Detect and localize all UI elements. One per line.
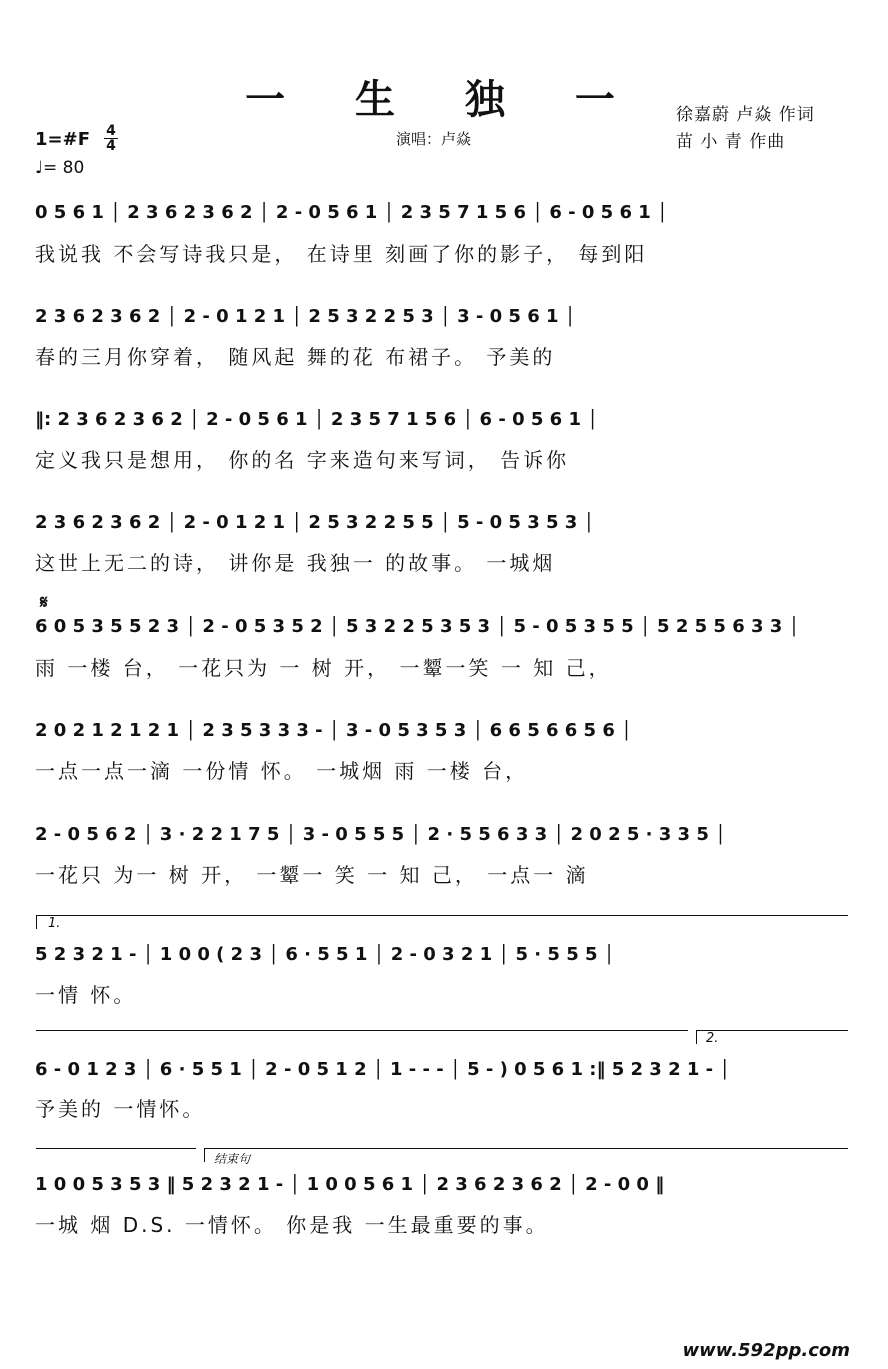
notation-row-7: 2 - 0 5 6 2 │ 3 · 2 2 1 7 5 │ 3 - 0 5 5 5 │ 2 · 5 5 6 3 3 │ 2 0 2 5 · 3 3 5 │	[35, 824, 726, 845]
notation-row-4: 2 3 6 2 3 6 2 │ 2 - 0 1 2 1 │ 2 5 3 2 2 5 5 │ 5 - 0 5 3 5 3 │	[35, 512, 595, 533]
time-signature	[104, 124, 118, 153]
ending-bracket	[204, 1148, 848, 1149]
volta-2-label: 2.	[706, 1031, 719, 1046]
lyrics-row-9: 予美的 一情怀。	[35, 1097, 206, 1121]
lyrics-row-2: 春的三月你穿着， 随风起 舞的花 布裙子。 予美的	[35, 345, 556, 369]
notation-row-10: 1 0 0 5 3 5 3 ‖ 5 2 3 2 1 - │ 1 0 0 5 6 1 │ 2 3 6 2 3 6 2 │ 2 - 0 0 ‖	[35, 1174, 665, 1195]
lyricist-credit: 徐嘉蔚 卢焱 作词	[676, 105, 815, 125]
ending-label: 结束句	[214, 1152, 251, 1166]
volta-1-continuation	[36, 1030, 688, 1031]
ending-tick	[204, 1148, 205, 1162]
lyrics-row-4: 这世上无二的诗， 讲你是 我独一 的故事。 一城烟	[35, 551, 556, 575]
segno-sign: 𝄋	[40, 592, 48, 613]
composer-credit: 苗 小 青 作曲	[676, 132, 786, 152]
notation-row-1: 0 5 6 1 │ 2 3 6 2 3 6 2 │ 2 - 0 5 6 1 │ 2 3 5 7 1 5 6 │ 6 - 0 5 6 1 │	[35, 202, 668, 223]
volta-2-bracket	[696, 1030, 848, 1031]
lyrics-row-10: 一城 烟 D.S. 一情怀。 你是我 一生最重要的事。	[35, 1213, 549, 1237]
lyrics-row-8: 一情 怀。	[35, 983, 137, 1007]
volta-1-label: 1.	[48, 916, 61, 931]
notation-row-2: 2 3 6 2 3 6 2 │ 2 - 0 1 2 1 │ 2 5 3 2 2 5 3 │ 3 - 0 5 6 1 │	[35, 306, 576, 327]
time-signature-bottom: 4	[106, 138, 116, 154]
lyrics-row-1: 我说我 不会写诗我只是， 在诗里 刻画了你的影子， 每到阳	[35, 242, 648, 266]
notation-row-5: 6 0 5 3 5 5 2 3 │ 2 - 0 5 3 5 2 │ 5 3 2 2 5 3 5 3 │ 5 - 0 5 3 5 5 │ 5 2 5 5 6 3 3 │	[35, 616, 800, 637]
song-title: 一 生 独 一	[245, 76, 643, 123]
lyrics-row-3: 定义我只是想用， 你的名 字来造句来写词， 告诉你	[35, 448, 570, 472]
lyrics-row-5: 雨 一楼 台， 一花只为 一 树 开， 一颦一笑 一 知 己，	[35, 656, 612, 680]
notation-row-3: ‖: 2 3 6 2 3 6 2 │ 2 - 0 5 6 1 │ 2 3 5 7 1 5 6 │ 6 - 0 5 6 1 │	[35, 409, 599, 430]
volta-1-bracket	[36, 915, 848, 916]
key-signature: 1=#F	[35, 129, 90, 150]
notation-row-6: 2 0 2 1 2 1 2 1 │ 2 3 5 3 3 3 - │ 3 - 0 5 3 5 3 │ 6 6 5 6 6 5 6 │	[35, 720, 632, 741]
singer-credit: 演唱：卢焱	[396, 130, 472, 148]
volta-2-continuation	[36, 1148, 196, 1149]
notation-row-9: 6 - 0 1 2 3 │ 6 · 5 5 1 │ 2 - 0 5 1 2 │ 1 - - - │ 5 - ) 0 5 6 1 :‖ 5 2 3 2 1 - │	[35, 1059, 731, 1080]
volta-2-tick	[696, 1030, 697, 1044]
time-signature-top: 4	[106, 123, 116, 139]
volta-1-tick	[36, 915, 37, 929]
lyrics-row-7: 一花只 为一 树 开， 一颦一 笑 一 知 己， 一点一 滴	[35, 863, 589, 887]
notation-row-8: 5 2 3 2 1 - │ 1 0 0 ( 2 3 │ 6 · 5 5 1 │ 2 - 0 3 2 1 │ 5 · 5 5 5 │	[35, 944, 615, 965]
tempo-marking: ♩= 80	[35, 158, 85, 178]
watermark: www.592pp.com	[682, 1340, 850, 1361]
lyrics-row-6: 一点一点一滴 一份情 怀。 一城烟 雨 一楼 台，	[35, 759, 529, 783]
